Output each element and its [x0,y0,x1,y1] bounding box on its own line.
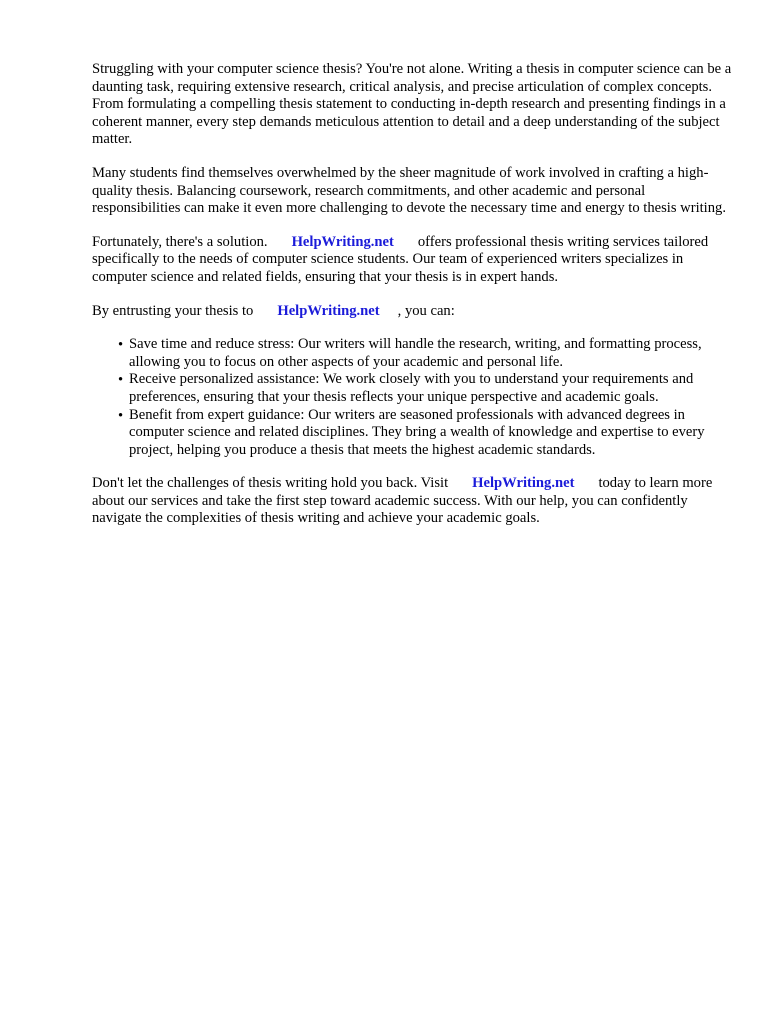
helpwriting-link[interactable]: HelpWriting.net [472,475,575,492]
helpwriting-link[interactable]: HelpWriting.net [291,233,394,250]
list-item-text: Save time and reduce stress: Our writers will handle the research, writing, and formatting process, allowing you to focus on other aspects of your academic and personal life. [129,336,702,370]
entrust-text-after: , you can: [397,302,455,319]
list-item [118,371,732,406]
solution-text-before: Fortunately, there's a solution. [92,233,268,250]
entrust-text-before: By entrusting your thesis to [92,302,254,319]
list-item-text: Receive personalized assistance: We work closely with you to understand your requirements and preferences, ensuring that your thesis reflects your unique perspective and academic goals. [129,371,694,405]
document-page [92,61,732,544]
bullet-icon: • [118,407,124,424]
helpwriting-link[interactable]: HelpWriting.net [277,302,380,319]
list-item [118,336,732,371]
list-item-text: Benefit from expert guidance: Our writers are seasoned professionals with advanced degrees in computer science and related disciplines. They bring a wealth of knowledge and expertise to every project, helping you produce a thesis that meets the highest academic standards. [129,406,705,458]
closing-text-after: today to learn more about our services and take the first step toward academic success. With our help, you can confidently navigate the complexities of thesis writing and achieve your academic goals. [92,475,713,527]
entrust-paragraph [92,303,732,321]
intro-paragraph: Struggling with your computer science thesis? You're not alone. Writing a thesis in computer science can be a daunting task, requiring extensive research, critical analysis, and precise articulation of complex concepts. From formulating a compelling thesis statement to conducting in-depth research and presenting findings in a coherent manner, every step demands meticulous attention to detail and a deep understanding of the subject matter. [92,61,732,148]
closing-text-before: Don't let the challenges of thesis writing hold you back. Visit [92,475,449,492]
workload-paragraph: Many students find themselves overwhelmed by the sheer magnitude of work involved in crafting a high-quality thesis. Balancing coursework, research commitments, and other academic and personal responsibilities can make it even more challenging to devote the necessary time and energy to thesis writing. [92,164,726,217]
list-item [118,406,732,460]
bullet-icon: • [118,372,124,389]
bullet-icon: • [118,337,124,354]
solution-paragraph [92,234,732,287]
solution-text-after: offers professional thesis writing services tailored specifically to the needs of computer science students. Our team of experienced writers specializes in computer science and related fields, ensuring that your thesis is in expert hands. [92,233,709,285]
closing-paragraph [92,475,732,528]
benefits-list [92,336,732,459]
